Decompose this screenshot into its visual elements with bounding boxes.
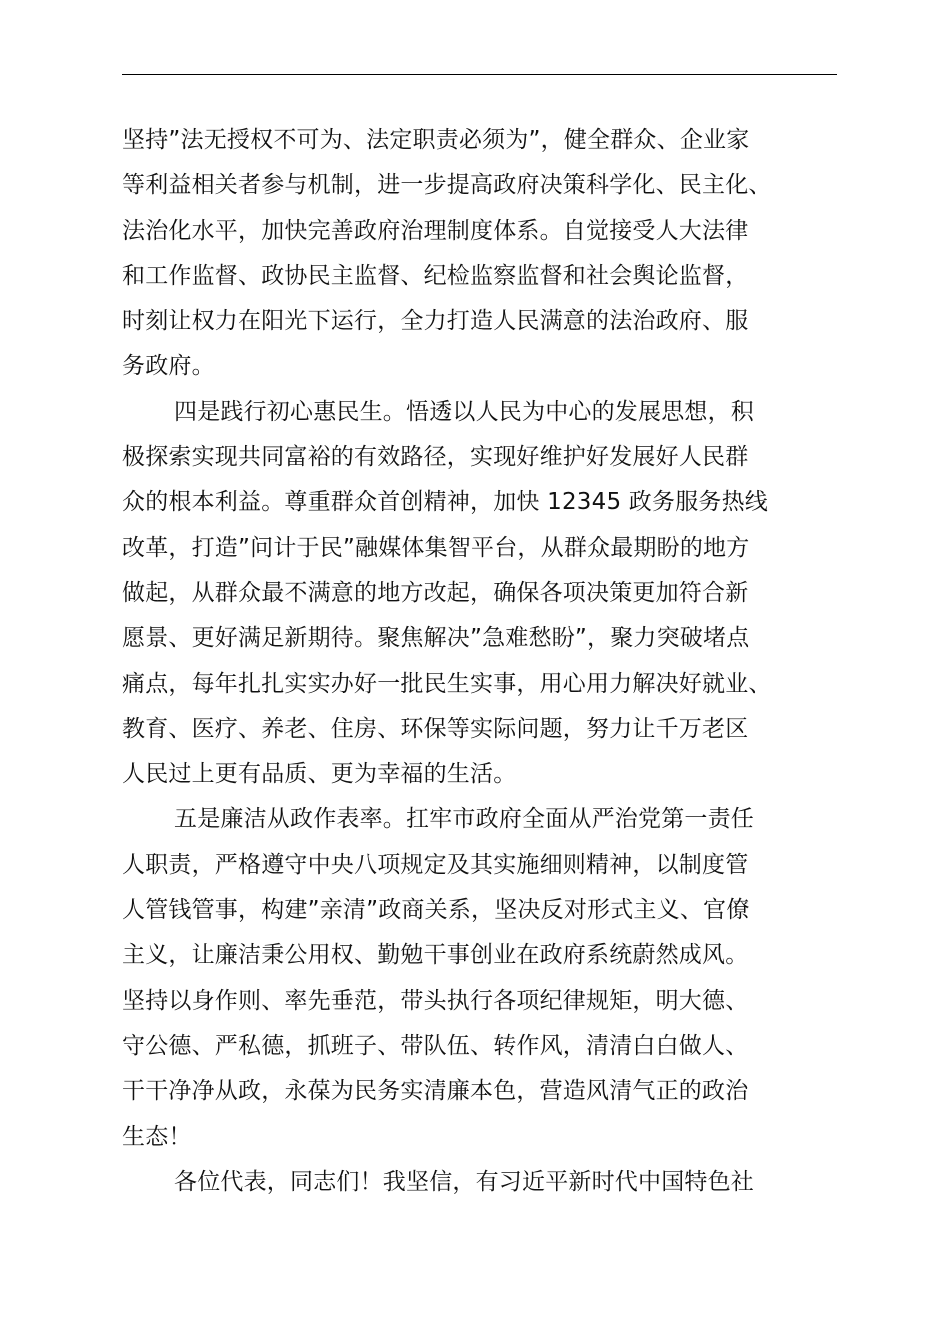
paragraph-start-line: 五是廉洁从政作表率。扛牢市政府全面从严治党第一责任 <box>174 806 754 833</box>
text-line: 做起，从群众最不满意的地方改起，确保各项决策更加符合新 <box>122 579 749 606</box>
text-line: 愿景、更好满足新期待。聚焦解决”急难愁盼”，聚力突破堵点 <box>122 625 750 652</box>
text-line: 人民过上更有品质、更为幸福的生活。 <box>122 761 517 788</box>
text-line: 坚持以身作则、率先垂范，带头执行各项纪律规矩，明大德、 <box>122 987 749 1014</box>
text-line: 干干净净从政，永葆为民务实清廉本色，营造风清气正的政治 <box>122 1078 749 1105</box>
text-line: 改革，打造”问计于民”融媒体集智平台，从群众最期盼的地方 <box>122 534 750 561</box>
text-line: 坚持”法无授权不可为、法定职责必须为”，健全群众、企业家 <box>122 127 750 153</box>
text-line: 务政府。 <box>122 353 215 380</box>
text-line: 和工作监督、政协民主监督、纪检监察监督和社会舆论监督， <box>122 262 749 289</box>
text-line: 生态！ <box>122 1123 192 1150</box>
text-line: 教育、医疗、养老、住房、环保等实际问题，努力让千万老区 <box>122 715 749 742</box>
text-line: 众的根本利益。尊重群众首创精神，加快 12345 政务服务热线 <box>122 489 768 516</box>
text-line: 极探索实现共同富裕的有效路径，实现好维护好发展好人民群 <box>122 444 749 471</box>
document-body <box>122 118 837 1205</box>
text-line: 人管钱管事，构建”亲清”政商关系，坚决反对形式主义、官僚 <box>122 897 750 924</box>
header-rule <box>122 74 837 75</box>
text-line: 痛点，每年扎扎实实办好一批民生实事，用心用力解决好就业、 <box>122 670 772 697</box>
paragraph-start-line: 各位代表，同志们！我坚信，有习近平新时代中国特色社 <box>174 1168 754 1195</box>
text-line: 时刻让权力在阳光下运行，全力打造人民满意的法治政府、服 <box>122 308 749 335</box>
text-line: 人职责，严格遵守中央八项规定及其实施细则精神，以制度管 <box>122 851 749 878</box>
text-line: 法治化水平，加快完善政府治理制度体系。自觉接受人大法律 <box>122 217 749 244</box>
text-line: 主义，让廉洁秉公用权、勤勉干事创业在政府系统蔚然成风。 <box>122 942 749 969</box>
paragraph-start-line: 四是践行初心惠民生。悟透以人民为中心的发展思想，积 <box>174 398 754 425</box>
text-line: 等利益相关者参与机制，进一步提高政府决策科学化、民主化、 <box>122 172 772 199</box>
text-line: 守公德、严私德，抓班子、带队伍、转作风，清清白白做人、 <box>122 1032 749 1059</box>
